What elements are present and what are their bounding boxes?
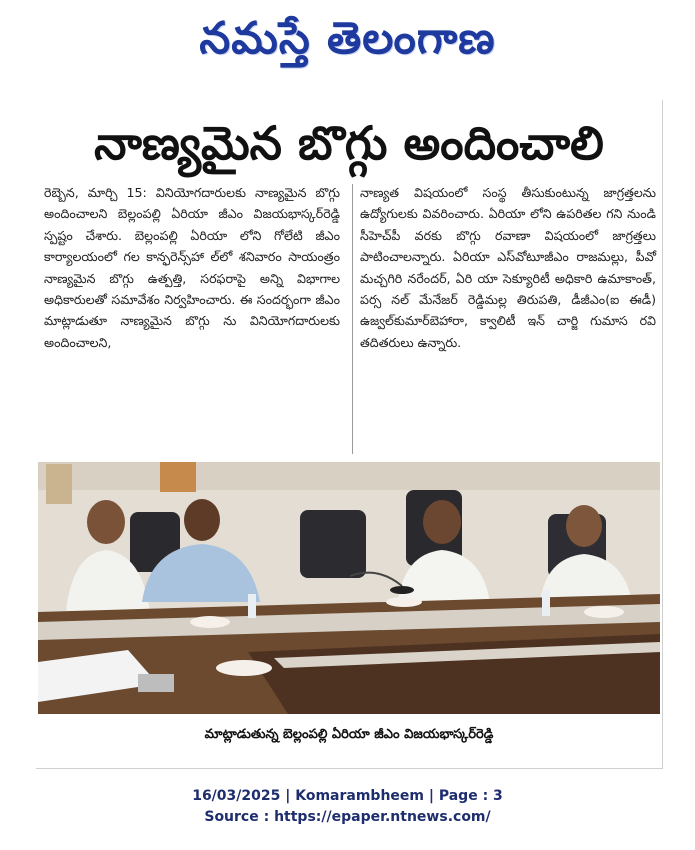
footer-source-link: Source : https://epaper.ntnews.com/ [204,809,491,825]
news-clipping [36,100,663,769]
article-column-right: నాణ్యత విషయంలో సంస్థ తీసుకుంటున్న జాగ్రత్తలను ఉద్యోగులకు వివరించారు. ఏరియా లోని ఉపరితల గని నుండి సీహెచ్‌పీ వరకు బొగ్గు రవాణా విషయంలో జాగ్రత్తలు పాటించాలన్నారు. ఏరియా ఎస్‌వోటూజీఎం రాజమల్లు, పీవో మచ్చగిరి నరేందర్, ఏరి యా సెక్యూరిటీ అధికారి ఉమాకాంత్, పర్స నల్ మేనేజర్ రెడ్డిమల్ల తిరుపతి, డీజీఎం(ఐ ఈడీ) ఉజ్వల్‌కుమార్‌బెహారా, క్వాలిటీ ఇన్ చార్జి గుమాస రవి తదితరులు ఉన్నారు. [360,185,656,350]
article-column-left: రెబ్బెన, మార్చి 15: వినియోగదారులకు నాణ్యమైన బొగ్గు అందించాలని బెల్లంపల్లి ఏరియా జీఎం విజయభాస్కర్‌రెడ్డి స్పష్టం చేశారు. బెల్లంపల్లి ఏరియా లోని గోలేటి జీఎం కార్యాలయంలో గల కాన్ఫరెన్స్‌హా ల్‌లో శనివారం సాయంత్రం నాణ్యమైన బొగ్గు ఉత్పత్తి, సరఫరాపై అన్ని విభాగాల అధికారులతో సమావేశం నిర్వహించారు. ఈ సందర్భంగా జీఎం మాట్లాడుతూ నాణ్యమైన బొగ్గు ను వినియోగదారులకు అందించాలని, [44,185,340,350]
newspaper-masthead: నమస్తే తెలంగాణ [199,13,496,64]
meeting-photo [38,462,660,714]
footer-edition-info: 16/03/2025 | Komarambheem | Page : 3 [192,788,503,804]
page-footer [0,786,695,828]
photo-caption: మాట్లాడుతున్న బెల్లంపల్లి ఏరియా జీఎం విజయభాస్కర్‌రెడ్డి [204,727,494,742]
meeting-photo-illustration [38,462,660,714]
column-divider [352,184,353,454]
article-headline: నాణ్యమైన బొగ్గు అందించాలి [94,116,604,170]
